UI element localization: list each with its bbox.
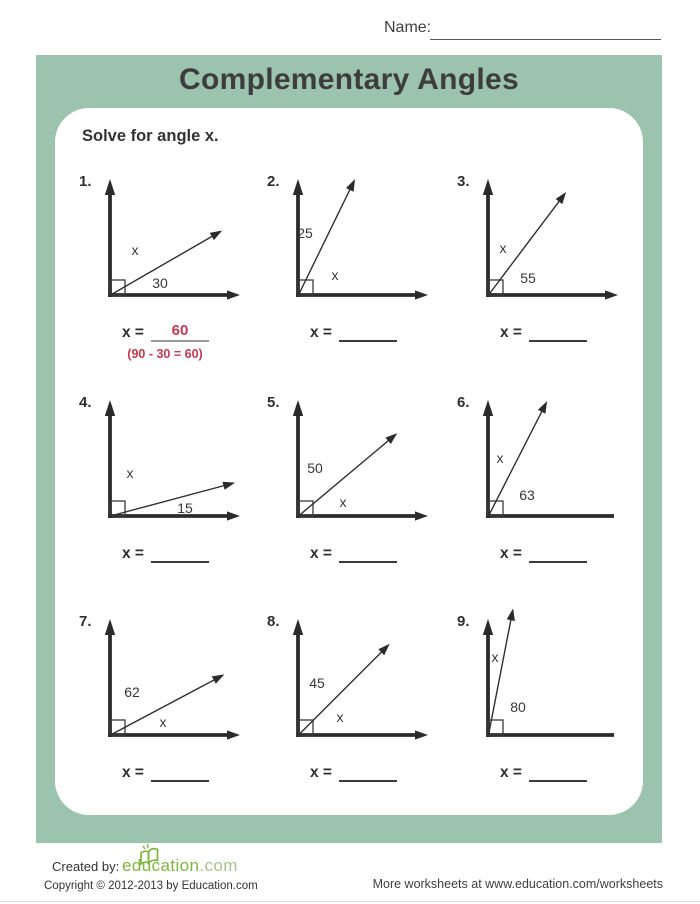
answer-prefix: x = (310, 764, 332, 781)
horizontal-angle-label: x (336, 709, 344, 725)
angle-ray (489, 619, 512, 735)
education-logo (122, 856, 238, 876)
problem-number: 8. (267, 613, 280, 630)
vertical-angle-label: x (126, 465, 134, 481)
problem-cell (76, 605, 280, 817)
vertical-angle-label: x (496, 450, 504, 466)
answer-blank[interactable] (151, 762, 209, 782)
answer-row (310, 543, 397, 563)
answer-prefix: x = (500, 764, 522, 781)
answer-prefix: x = (310, 545, 332, 562)
more-worksheets-text: More worksheets at www.education.com/worksheets (372, 877, 663, 891)
horizontal-axis-arrowhead (227, 290, 240, 299)
angle-diagram (284, 605, 454, 757)
ray-arrowhead (222, 482, 235, 490)
problem-cell (454, 605, 658, 817)
answer-blank[interactable] (151, 543, 209, 563)
angle-ray (299, 189, 351, 295)
angle-diagram (96, 165, 266, 317)
answer-prefix: x = (122, 545, 144, 562)
problem-cell (454, 386, 658, 598)
angle-diagram (284, 165, 454, 317)
angle-diagram (96, 386, 266, 538)
angle-diagram (284, 386, 454, 538)
problem-number: 4. (79, 394, 92, 411)
problem-number: 6. (457, 394, 470, 411)
horizontal-angle-label: x (339, 494, 347, 510)
answer-blank[interactable] (529, 543, 587, 563)
horizontal-angle-label: 15 (177, 500, 193, 516)
horizontal-axis-arrowhead (415, 511, 428, 520)
logo-education-text: education (122, 856, 200, 875)
answer-row (122, 543, 209, 563)
answer-blank[interactable] (339, 543, 397, 563)
horizontal-angle-label: 80 (510, 699, 526, 715)
vertical-angle-label: 25 (297, 225, 313, 241)
answer-blank[interactable] (339, 762, 397, 782)
horizontal-axis-arrowhead (227, 511, 240, 520)
horizontal-angle-label: 55 (520, 270, 536, 286)
instruction-text: Solve for angle x. (82, 127, 219, 145)
ray-arrowhead (507, 608, 515, 621)
name-input-line[interactable] (430, 20, 661, 40)
problem-cell (264, 386, 468, 598)
problem-number: 7. (79, 613, 92, 630)
problem-number: 5. (267, 394, 280, 411)
name-label: Name: (384, 19, 432, 36)
angle-diagram (474, 386, 644, 538)
angle-diagram (96, 605, 266, 757)
answer-prefix: x = (122, 324, 144, 341)
problem-number: 2. (267, 173, 280, 190)
answer-blank[interactable] (529, 322, 587, 342)
answer-row (500, 762, 587, 782)
page-title: Complementary Angles (179, 63, 519, 96)
problem-cell (264, 165, 468, 377)
ray-arrowhead (538, 401, 547, 414)
answer-work: (90 - 30 = 60) (127, 347, 203, 361)
horizontal-angle-label: 63 (519, 487, 535, 503)
angle-diagram (474, 165, 644, 317)
horizontal-angle-label: x (159, 714, 167, 730)
horizontal-angle-label: x (331, 267, 339, 283)
right-angle-marker (110, 720, 125, 735)
problem-number: 1. (79, 173, 92, 190)
answer-row (122, 762, 209, 782)
logo-com-text: .com (199, 856, 238, 875)
answer-row (122, 322, 209, 342)
page-bottom-edge (0, 901, 700, 902)
horizontal-axis-arrowhead (415, 730, 428, 739)
ray-arrowhead (346, 179, 355, 192)
problem-cell (264, 605, 468, 817)
horizontal-axis-arrowhead (415, 290, 428, 299)
answer-value: 60 (171, 322, 189, 339)
angle-diagram (474, 605, 644, 757)
problem-cell (76, 386, 280, 598)
horizontal-angle-label: 30 (152, 275, 168, 291)
answer-row (310, 322, 397, 342)
answer-row (500, 322, 587, 342)
vertical-angle-label: x (499, 240, 507, 256)
problem-cell (76, 165, 280, 377)
answer-row (310, 762, 397, 782)
vertical-angle-label: x (131, 242, 139, 258)
answer-blank[interactable] (151, 322, 209, 342)
answer-blank[interactable] (529, 762, 587, 782)
ray-arrowhead (212, 674, 225, 683)
answer-blank[interactable] (339, 322, 397, 342)
vertical-angle-label: 62 (124, 684, 140, 700)
copyright-text: Copyright © 2012-2013 by Education.com (44, 880, 258, 892)
answer-prefix: x = (500, 545, 522, 562)
angle-ray (111, 486, 225, 517)
horizontal-axis-arrowhead (227, 730, 240, 739)
answer-prefix: x = (310, 324, 332, 341)
ray-arrowhead (556, 192, 567, 204)
vertical-angle-label: 45 (309, 675, 325, 691)
vertical-angle-label: x (491, 649, 499, 665)
problem-number: 9. (457, 613, 470, 630)
horizontal-axis-arrowhead (605, 290, 618, 299)
answer-prefix: x = (122, 764, 144, 781)
answer-row (500, 543, 587, 563)
ray-arrowhead (210, 231, 223, 241)
problem-number: 3. (457, 173, 470, 190)
answer-prefix: x = (500, 324, 522, 341)
created-by-label: Created by: (52, 859, 120, 874)
problem-cell (454, 165, 658, 377)
vertical-angle-label: 50 (307, 460, 323, 476)
